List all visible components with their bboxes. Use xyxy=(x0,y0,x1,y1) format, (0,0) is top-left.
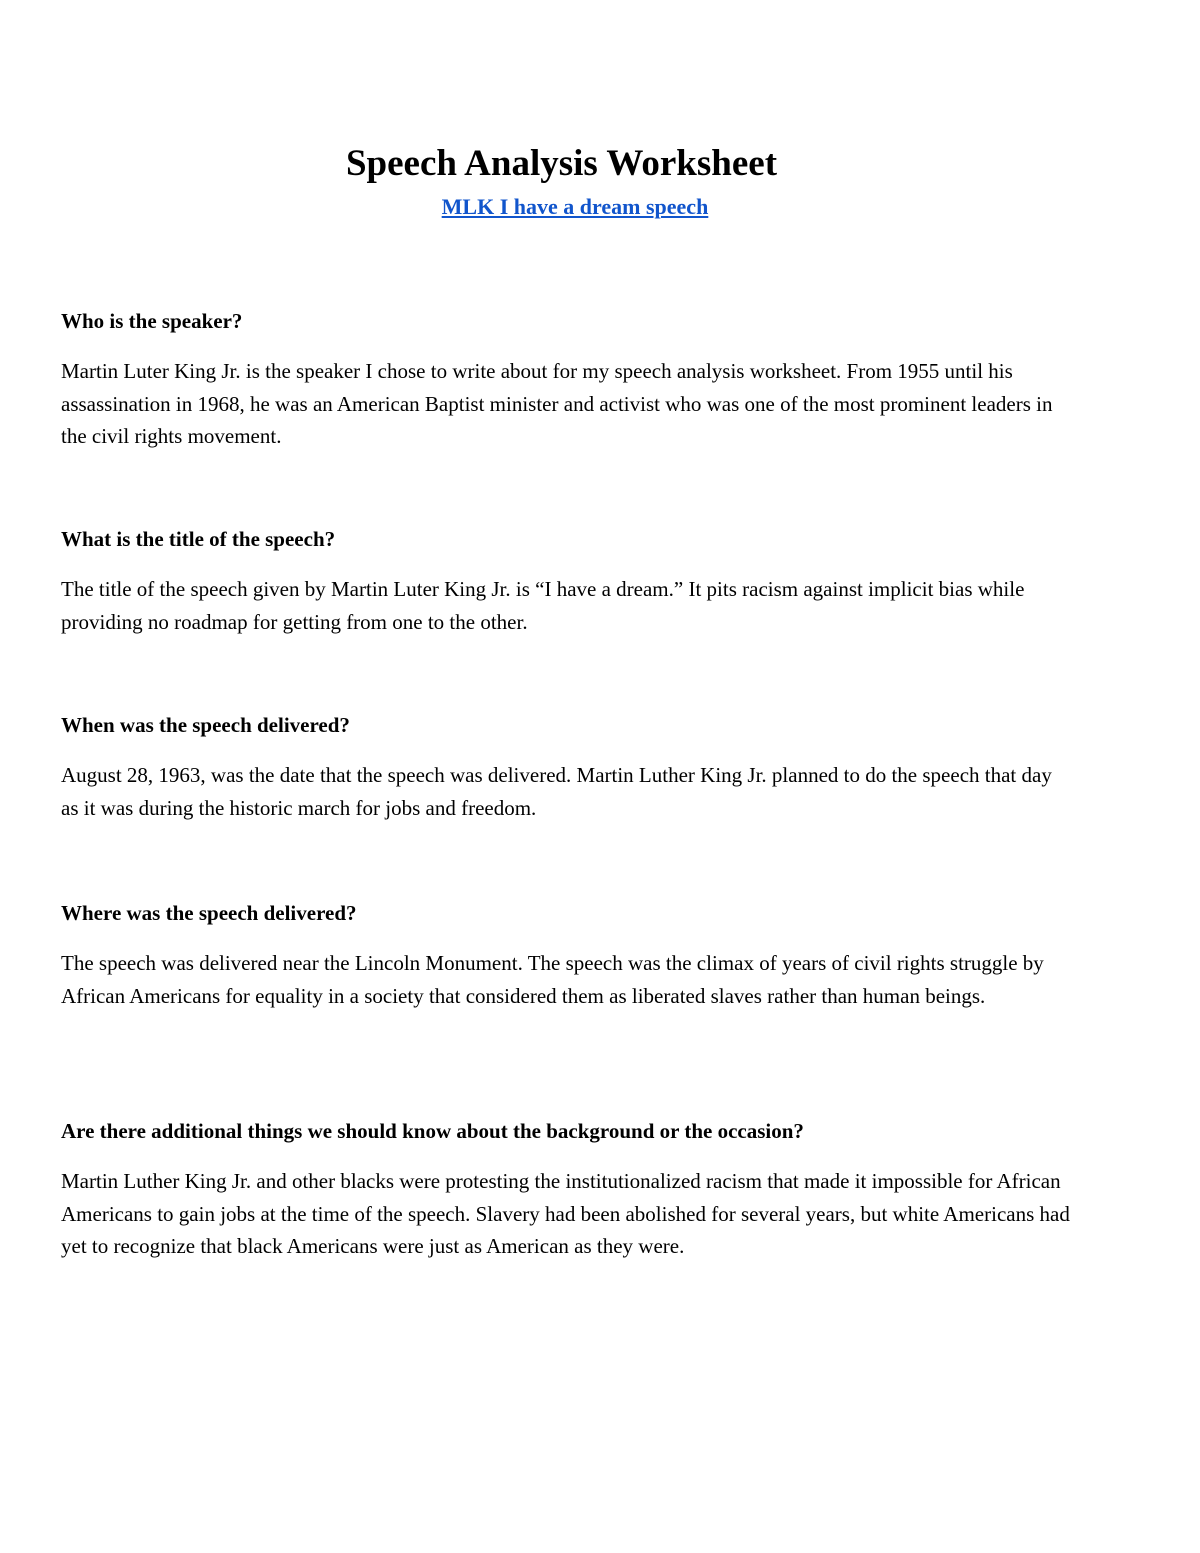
question-heading: Where was the speech delivered? xyxy=(61,901,357,925)
speech-link-container xyxy=(0,192,1150,222)
question-heading: What is the title of the speech? xyxy=(61,527,336,551)
section-speaker xyxy=(61,307,1071,453)
section-background xyxy=(61,1117,1071,1263)
answer-paragraph: Martin Luther King Jr. and other blacks were protesting the institutionalized racism that made it impossible for African Americans to gain jobs at the time of the speech. Slavery had been abolished for several years, but white Americans had yet to recognize that black Americans were just as American as they were. xyxy=(61,1169,1070,1258)
answer-paragraph: Martin Luter King Jr. is the speaker I chose to write about for my speech analysis worksheet. From 1955 until his assassination in 1968, he was an American Baptist minister and activist who was one of the most prominent leaders in the civil rights movement. xyxy=(61,359,1053,448)
answer-paragraph: The title of the speech given by Martin Luter King Jr. is “I have a dream.” It pits racism against implicit bias while providing no roadmap for getting from one to the other. xyxy=(61,577,1025,634)
speech-link[interactable]: MLK I have a dream speech xyxy=(441,194,709,219)
section-where xyxy=(61,899,1071,1012)
answer-paragraph: August 28, 1963, was the date that the speech was delivered. Martin Luther King Jr. planned to do the speech that day as it was during the historic march for jobs and freedom. xyxy=(61,763,1052,820)
document-title: Speech Analysis Worksheet xyxy=(345,143,778,184)
question-heading: Who is the speaker? xyxy=(61,309,243,333)
answer-paragraph: The speech was delivered near the Lincoln Monument. The speech was the climax of years of civil rights struggle by African Americans for equality in a society that considered them as liberated slaves rather than human beings. xyxy=(61,951,1044,1008)
section-title xyxy=(61,525,1071,638)
question-heading: Are there additional things we should know about the background or the occasion? xyxy=(61,1119,804,1143)
question-heading: When was the speech delivered? xyxy=(61,713,350,737)
section-when xyxy=(61,711,1071,824)
